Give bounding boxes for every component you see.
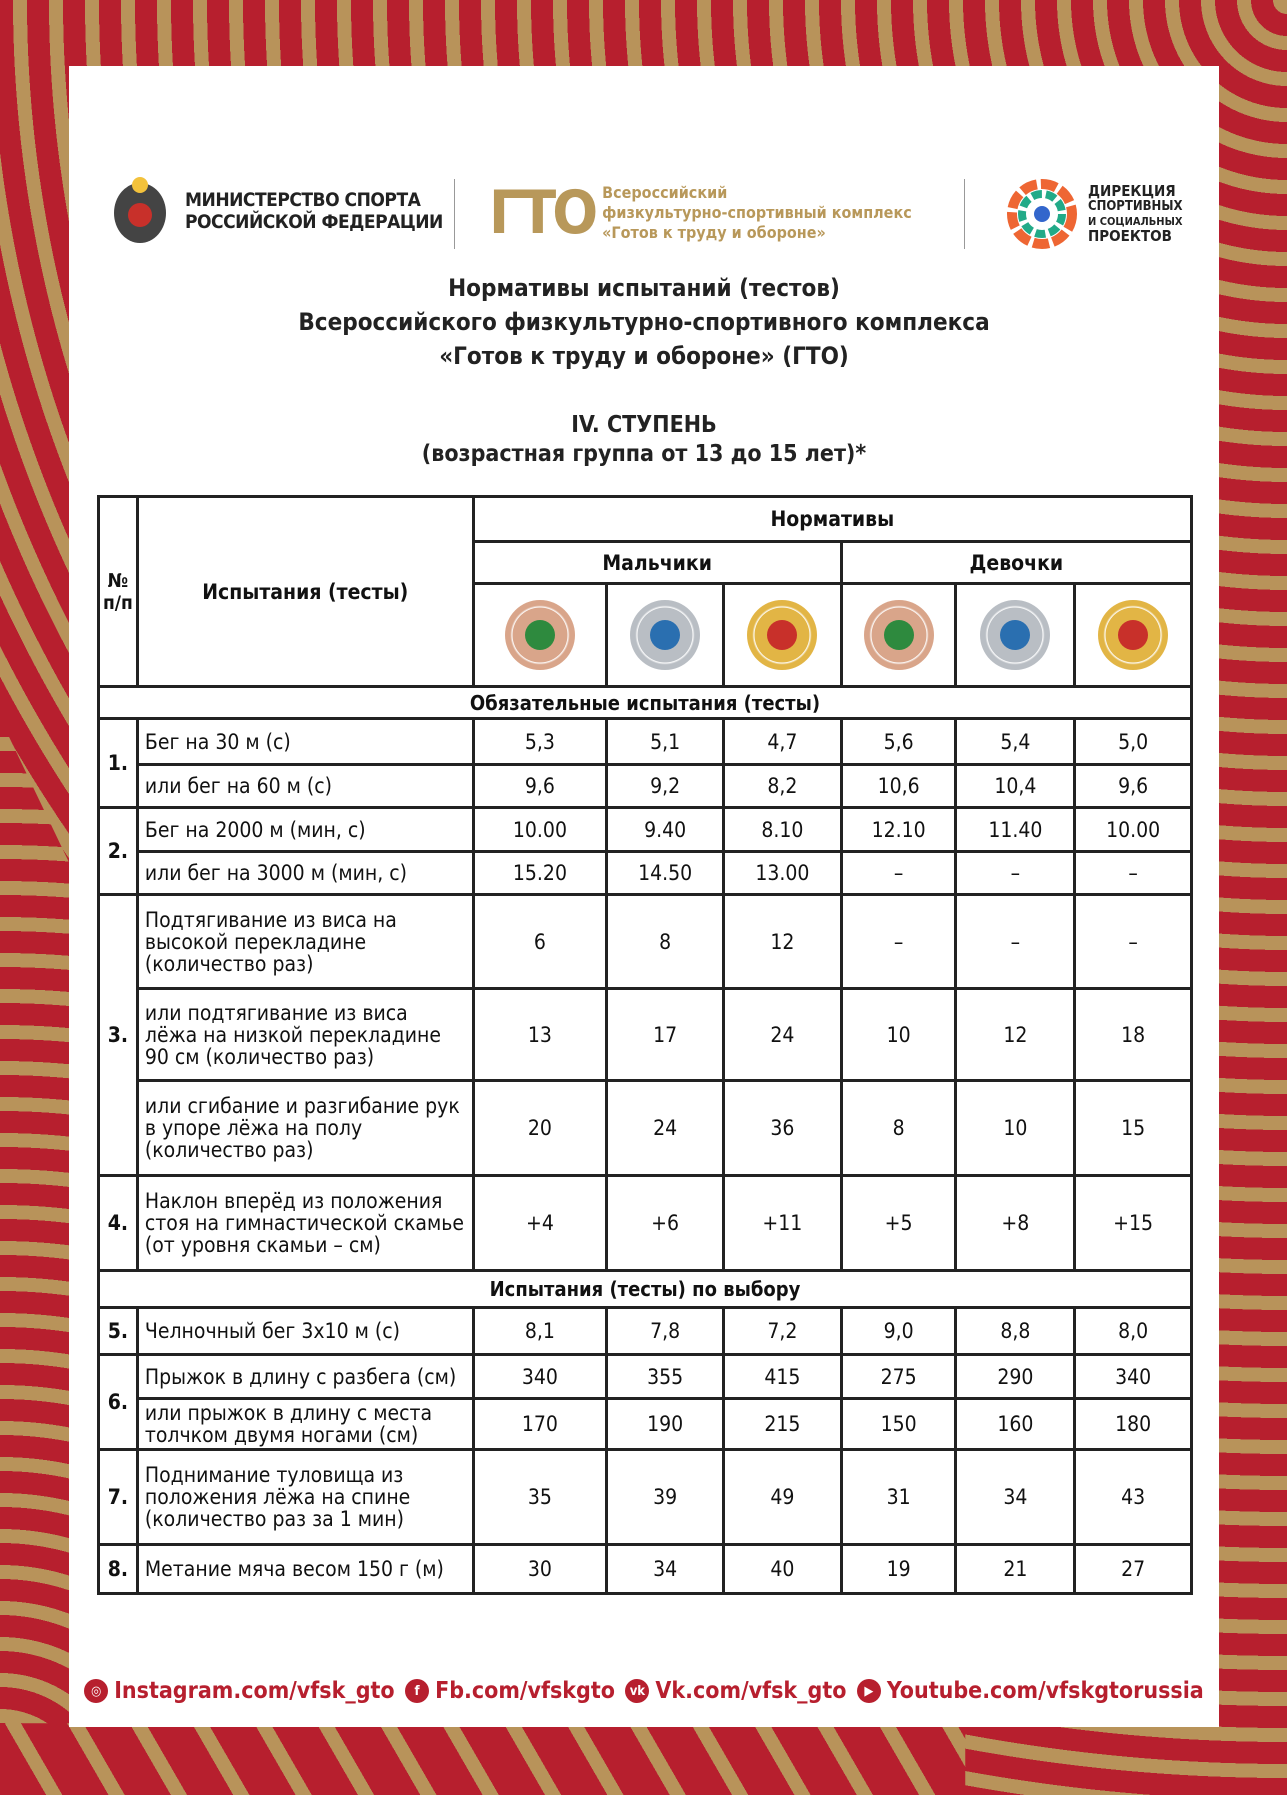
norm-value: 9,0 (841, 1308, 956, 1355)
title-line: «Готов к труду и обороне» (ГТО) (439, 342, 849, 370)
norm-value: 340 (1075, 1355, 1192, 1399)
norm-value: 5,6 (841, 719, 956, 765)
table-row (99, 1355, 1192, 1399)
norm-value: 13.00 (723, 852, 841, 895)
table-row (99, 1399, 1192, 1450)
norm-value: – (956, 852, 1075, 895)
norm-value: 12 (956, 989, 1075, 1081)
test-name: или бег на 60 м (с) (137, 765, 473, 808)
row-number: 3. (99, 895, 138, 1176)
norm-value: 6 (473, 895, 607, 989)
social-link[interactable] (857, 1678, 1204, 1704)
directorate-line: И СОЦИАЛЬНЫХ (1088, 215, 1183, 228)
norm-value: 24 (607, 1081, 724, 1176)
norm-value: 49 (723, 1450, 841, 1545)
norm-value: +5 (841, 1176, 956, 1271)
norm-value: 31 (841, 1450, 956, 1545)
norm-value: 34 (956, 1450, 1075, 1545)
page-title (69, 271, 1219, 373)
norm-value: 18 (1075, 989, 1192, 1081)
youtube-icon: ▶ (857, 1679, 881, 1703)
norm-value: 19 (841, 1545, 956, 1594)
norm-value: 13 (473, 989, 607, 1081)
table-row (99, 719, 1192, 765)
ministry-logo (109, 171, 443, 251)
norm-value: 5,1 (607, 719, 724, 765)
norm-value: +4 (473, 1176, 607, 1271)
norm-value: 24 (723, 989, 841, 1081)
test-name: или сгибание и разгибание рук в упоре лёжа на полу (количество раз) (137, 1081, 473, 1176)
norm-value: 36 (723, 1081, 841, 1176)
norm-value: – (956, 895, 1075, 989)
gto-mark: ГТО (489, 178, 595, 248)
table-row (99, 765, 1192, 808)
ministry-line: МИНИСТЕРСТВО СПОРТА (185, 189, 421, 211)
norm-value: 27 (1075, 1545, 1192, 1594)
norm-value: 7,8 (607, 1308, 724, 1355)
norm-value: 10,4 (956, 765, 1075, 808)
title-line: Нормативы испытаний (тестов) (448, 274, 840, 302)
vk-icon: vk (625, 1679, 649, 1703)
norm-value: 9.40 (607, 808, 724, 852)
norm-value: 355 (607, 1355, 724, 1399)
social-link[interactable] (405, 1678, 615, 1704)
row-number: 2. (99, 808, 138, 895)
poster (69, 66, 1219, 1727)
table-row (99, 1176, 1192, 1271)
norm-value: 7,2 (723, 1308, 841, 1355)
norm-value: 14.50 (607, 852, 724, 895)
test-name: Наклон вперёд из положения стоя на гимнастической скамье (от уровня скамьи – см) (137, 1176, 473, 1271)
test-name: Метание мяча весом 150 г (м) (137, 1545, 473, 1594)
row-number: 1. (99, 719, 138, 808)
stage-heading (69, 411, 1219, 469)
section-optional: Испытания (тесты) по выбору (99, 1271, 1192, 1308)
coat-of-arms-icon (109, 171, 171, 251)
gto-logo (489, 178, 912, 248)
norm-value: 21 (956, 1545, 1075, 1594)
norm-value: 160 (956, 1399, 1075, 1450)
norm-value: +15 (1075, 1176, 1192, 1271)
row-number: 5. (99, 1308, 138, 1355)
norm-value: 20 (473, 1081, 607, 1176)
norm-value: 10.00 (473, 808, 607, 852)
ministry-line: РОССИЙСКОЙ ФЕДЕРАЦИИ (185, 211, 443, 233)
medal-cell (607, 584, 724, 687)
norm-value: 215 (723, 1399, 841, 1450)
norm-value: 11.40 (956, 808, 1075, 852)
norm-value: 275 (841, 1355, 956, 1399)
row-number: 7. (99, 1450, 138, 1545)
logo-strip (69, 171, 1219, 256)
social-link-text[interactable]: Fb.com/vfskgto (435, 1678, 615, 1704)
divider (964, 179, 965, 249)
norm-value: 8,0 (1075, 1308, 1192, 1355)
norm-value: 15 (1075, 1081, 1192, 1176)
row-number: 6. (99, 1355, 138, 1450)
test-name: или подтягивание из виса лёжа на низкой перекладине 90 см (количество раз) (137, 989, 473, 1081)
boys-header: Мальчики (473, 542, 841, 584)
medal-cell (956, 584, 1075, 687)
norm-value: 5,0 (1075, 719, 1192, 765)
norms-table (97, 495, 1193, 1595)
col-test-header: Испытания (тесты) (137, 497, 473, 687)
norm-value: 35 (473, 1450, 607, 1545)
star-logo-icon (1004, 176, 1080, 252)
norm-value: 8.10 (723, 808, 841, 852)
gold-medal-icon (747, 600, 817, 670)
test-name: Бег на 30 м (с) (137, 719, 473, 765)
directorate-line: ДИРЕКЦИЯ (1088, 182, 1176, 200)
norm-value: – (841, 852, 956, 895)
medal-cell (1075, 584, 1192, 687)
gto-line: «Готов к труду и обороне» (602, 223, 826, 242)
divider (454, 179, 455, 249)
instagram-icon: ◎ (84, 1679, 108, 1703)
norm-value: 34 (607, 1545, 724, 1594)
gold-medal-icon (1098, 600, 1168, 670)
girls-header: Девочки (841, 542, 1191, 584)
table-row (99, 895, 1192, 989)
row-number: 4. (99, 1176, 138, 1271)
silver-medal-icon (630, 600, 700, 670)
norm-value: 10.00 (1075, 808, 1192, 852)
table-row (99, 1081, 1192, 1176)
norm-value: 12.10 (841, 808, 956, 852)
medal-cell (723, 584, 841, 687)
norm-value: 9,6 (1075, 765, 1192, 808)
stage-title: IV. СТУПЕНЬ (571, 412, 717, 438)
norm-value: 43 (1075, 1450, 1192, 1545)
norm-value: 15.20 (473, 852, 607, 895)
social-link[interactable] (625, 1678, 846, 1704)
directorate-logo (1004, 176, 1183, 252)
social-links (69, 1678, 1219, 1704)
norm-value: 290 (956, 1355, 1075, 1399)
table-row (99, 1308, 1192, 1355)
norm-value: 5,3 (473, 719, 607, 765)
test-name: Бег на 2000 м (мин, с) (137, 808, 473, 852)
gto-line: Всероссийский (602, 183, 728, 202)
norm-value: 170 (473, 1399, 607, 1450)
norm-value: 8 (607, 895, 724, 989)
social-link-text[interactable]: Youtube.com/vfskgtorussia (886, 1678, 1204, 1704)
bronze-medal-icon (505, 600, 575, 670)
test-name: Челночный бег 3х10 м (с) (137, 1308, 473, 1355)
norm-value: +8 (956, 1176, 1075, 1271)
norm-value: 30 (473, 1545, 607, 1594)
medal-cell (841, 584, 956, 687)
norm-value: 10,6 (841, 765, 956, 808)
norm-value: 10 (841, 989, 956, 1081)
test-name: или бег на 3000 м (мин, с) (137, 852, 473, 895)
norm-value: 190 (607, 1399, 724, 1450)
social-link-text[interactable]: Vk.com/vfsk_gto (655, 1678, 847, 1704)
norm-value: 10 (956, 1081, 1075, 1176)
silver-medal-icon (980, 600, 1050, 670)
norm-value: 340 (473, 1355, 607, 1399)
norm-value: 4,7 (723, 719, 841, 765)
table-row (99, 852, 1192, 895)
section-required: Обязательные испытания (тесты) (99, 687, 1192, 719)
norm-value: – (1075, 852, 1192, 895)
table-row (99, 1545, 1192, 1594)
social-link[interactable] (84, 1678, 394, 1704)
norm-value: 180 (1075, 1399, 1192, 1450)
test-name: Прыжок в длину с разбега (см) (137, 1355, 473, 1399)
norm-value: – (1075, 895, 1192, 989)
gto-line: физкультурно-спортивный комплекс (602, 203, 912, 222)
table-row (99, 808, 1192, 852)
test-name: Поднимание туловища из положения лёжа на спине (количество раз за 1 мин) (137, 1450, 473, 1545)
directorate-line: ПРОЕКТОВ (1088, 227, 1172, 245)
norm-value: +6 (607, 1176, 724, 1271)
title-line: Всероссийского физкультурно-спортивного комплекса (298, 308, 990, 336)
norm-value: 39 (607, 1450, 724, 1545)
norm-value: 8,8 (956, 1308, 1075, 1355)
medal-cell (473, 584, 607, 687)
bronze-medal-icon (864, 600, 934, 670)
row-number: 8. (99, 1545, 138, 1594)
table-row (99, 1450, 1192, 1545)
norm-value: 8,1 (473, 1308, 607, 1355)
norm-value: 5,4 (956, 719, 1075, 765)
test-name: Подтягивание из виса на высокой перекладине (количество раз) (137, 895, 473, 989)
age-group: (возрастная группа от 13 до 15 лет)* (421, 441, 867, 467)
norm-value: 17 (607, 989, 724, 1081)
social-link-text[interactable]: Instagram.com/vfsk_gto (114, 1678, 395, 1704)
facebook-icon: f (405, 1679, 429, 1703)
norm-value: 8 (841, 1081, 956, 1176)
directorate-line: СПОРТИВНЫХ (1088, 199, 1183, 214)
norm-value: +11 (723, 1176, 841, 1271)
norm-value: 9,2 (607, 765, 724, 808)
col-num-header: № п/п (99, 497, 138, 687)
table-row (99, 989, 1192, 1081)
norm-value: 8,2 (723, 765, 841, 808)
norm-value: 9,6 (473, 765, 607, 808)
norm-value: – (841, 895, 956, 989)
norm-value: 150 (841, 1399, 956, 1450)
norm-value: 40 (723, 1545, 841, 1594)
norm-value: 415 (723, 1355, 841, 1399)
norm-value: 12 (723, 895, 841, 989)
test-name: или прыжок в длину с места толчком двумя ногами (см) (137, 1399, 473, 1450)
norms-header: Нормативы (473, 497, 1191, 542)
